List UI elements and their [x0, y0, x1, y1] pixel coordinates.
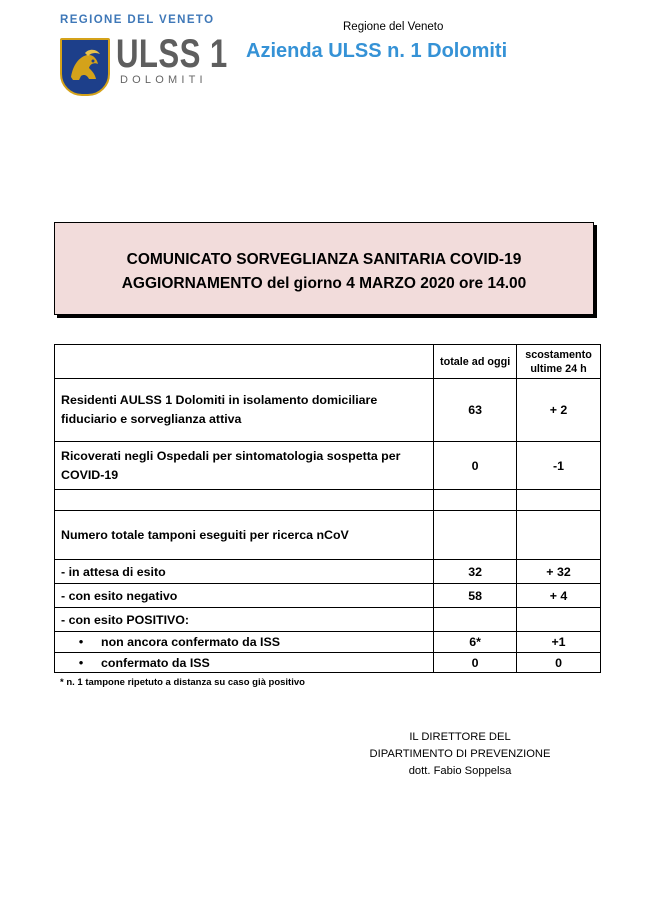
table-row: [55, 632, 601, 653]
row-total: [434, 490, 517, 511]
row-label: - in attesa di esito: [55, 560, 434, 584]
azienda-title: Azienda ULSS n. 1 Dolomiti: [246, 40, 508, 62]
footnote: * n. 1 tampone ripetuto a distanza su caso già positivo: [60, 677, 305, 688]
table-row: [55, 379, 601, 442]
row-total: 58: [434, 584, 517, 608]
row-delta: [517, 490, 601, 511]
row-label: [55, 490, 434, 511]
table-row: [55, 653, 601, 673]
row-delta: +1: [517, 632, 601, 653]
bullet-icon: •: [78, 635, 84, 649]
comunicato-box: [54, 222, 594, 315]
row-total: 6*: [434, 632, 517, 653]
col-delta-header: scostamento ultime 24 h: [517, 345, 601, 379]
bullet-icon: •: [78, 655, 84, 670]
row-label: - con esito POSITIVO:: [55, 608, 434, 632]
lion-of-st-mark-icon: [60, 38, 110, 96]
row-label: Residenti AULSS 1 Dolomiti in isolamento domiciliare fiduciario e sorveglianza attiva: [55, 379, 434, 442]
signature-department: DIPARTIMENTO DI PREVENZIONE: [369, 748, 551, 760]
table-row: [55, 442, 601, 490]
row-label: confermato da ISS: [101, 655, 210, 670]
ulss-logo: [58, 14, 228, 88]
row-label: Numero totale tamponi eseguiti per ricerca nCoV: [55, 511, 434, 560]
row-delta: [517, 511, 601, 560]
table-row: [55, 560, 601, 584]
row-delta: [517, 608, 601, 632]
table-row: [55, 608, 601, 632]
row-total: 63: [434, 379, 517, 442]
row-total: [434, 511, 517, 560]
covid-data-table: [54, 344, 601, 673]
signature-name: dott. Fabio Soppelsa: [408, 765, 512, 777]
col-total-header: totale ad oggi: [434, 345, 517, 379]
row-delta: + 2: [517, 379, 601, 442]
signature-title: IL DIRETTORE DEL: [409, 731, 511, 743]
row-delta: + 32: [517, 560, 601, 584]
row-label-cell: [55, 632, 434, 653]
table-row: [55, 490, 601, 511]
table-row: [55, 584, 601, 608]
table-row: [55, 511, 601, 560]
signature-block: [360, 729, 560, 780]
row-label: Ricoverati negli Ospedali per sintomatologia sospetta per COVID-19: [55, 442, 434, 490]
comunicato-update: AGGIORNAMENTO del giorno 4 MARZO 2020 ore 14.00: [121, 275, 527, 292]
row-delta: -1: [517, 442, 601, 490]
row-total: 32: [434, 560, 517, 584]
region-label: Regione del Veneto: [343, 21, 444, 33]
table-cell: [55, 345, 434, 379]
table-header-row: [55, 345, 601, 379]
row-delta: 0: [517, 653, 601, 673]
row-delta: + 4: [517, 584, 601, 608]
row-total: 0: [434, 653, 517, 673]
logo-sub-text: DOLOMITI: [120, 74, 207, 86]
row-total: 0: [434, 442, 517, 490]
logo-region-text: REGIONE DEL VENETO: [60, 14, 215, 26]
logo-ulss-text: ULSS 1: [116, 32, 228, 76]
row-label: - con esito negativo: [55, 584, 434, 608]
row-total: [434, 608, 517, 632]
row-label-cell: [55, 653, 434, 673]
row-label: non ancora confermato da ISS: [101, 635, 281, 649]
comunicato-title: COMUNICATO SORVEGLIANZA SANITARIA COVID-19: [126, 251, 522, 268]
